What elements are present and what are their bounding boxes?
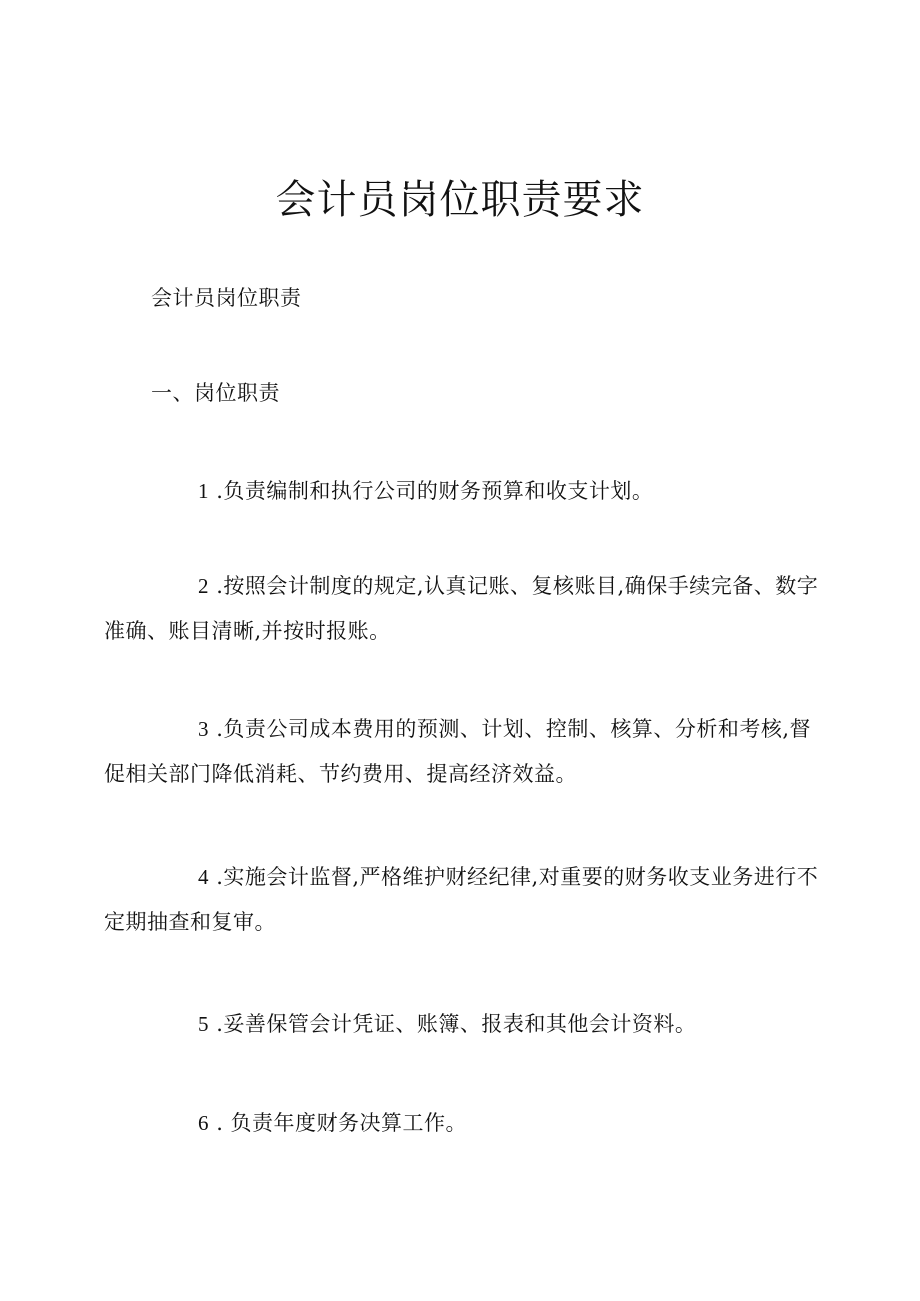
item-number: 3 xyxy=(198,717,209,741)
item-text: .按照会计制度的规定,认真记账、复核账目,确保手续完备、数字准确、账目清晰,并按时报账。 xyxy=(104,574,819,643)
item-text: .妥善保管会计凭证、账簿、报表和其他会计资料。 xyxy=(216,1012,697,1036)
item-text: .实施会计监督,严格维护财经纪律,对重要的财务收支业务进行不定期抽查和复审。 xyxy=(104,865,819,934)
duty-item-5 xyxy=(104,1002,820,1047)
duty-item-3 xyxy=(104,707,820,797)
item-number: 5 xyxy=(198,1012,209,1036)
duty-item-2 xyxy=(104,564,820,654)
page-title: 会计员岗位职责要求 xyxy=(275,177,645,223)
duty-item-4 xyxy=(104,855,820,945)
item-text: .负责公司成本费用的预测、计划、控制、核算、分析和考核,督促相关部门降低消耗、节约费用、提高经济效益。 xyxy=(104,717,812,786)
section-heading: 一、岗位职责 xyxy=(151,381,280,405)
item-text: .负责编制和执行公司的财务预算和收支计划。 xyxy=(216,479,654,503)
item-number: 2 xyxy=(198,574,209,598)
document-subtitle: 会计员岗位职责 xyxy=(151,286,302,310)
duty-item-6 xyxy=(104,1101,820,1146)
item-number: 1 xyxy=(198,479,209,503)
item-number: 4 xyxy=(198,865,209,889)
item-text: . 负责年度财务决算工作。 xyxy=(216,1111,468,1135)
item-number: 6 xyxy=(198,1111,209,1135)
duty-item-1 xyxy=(104,469,820,514)
